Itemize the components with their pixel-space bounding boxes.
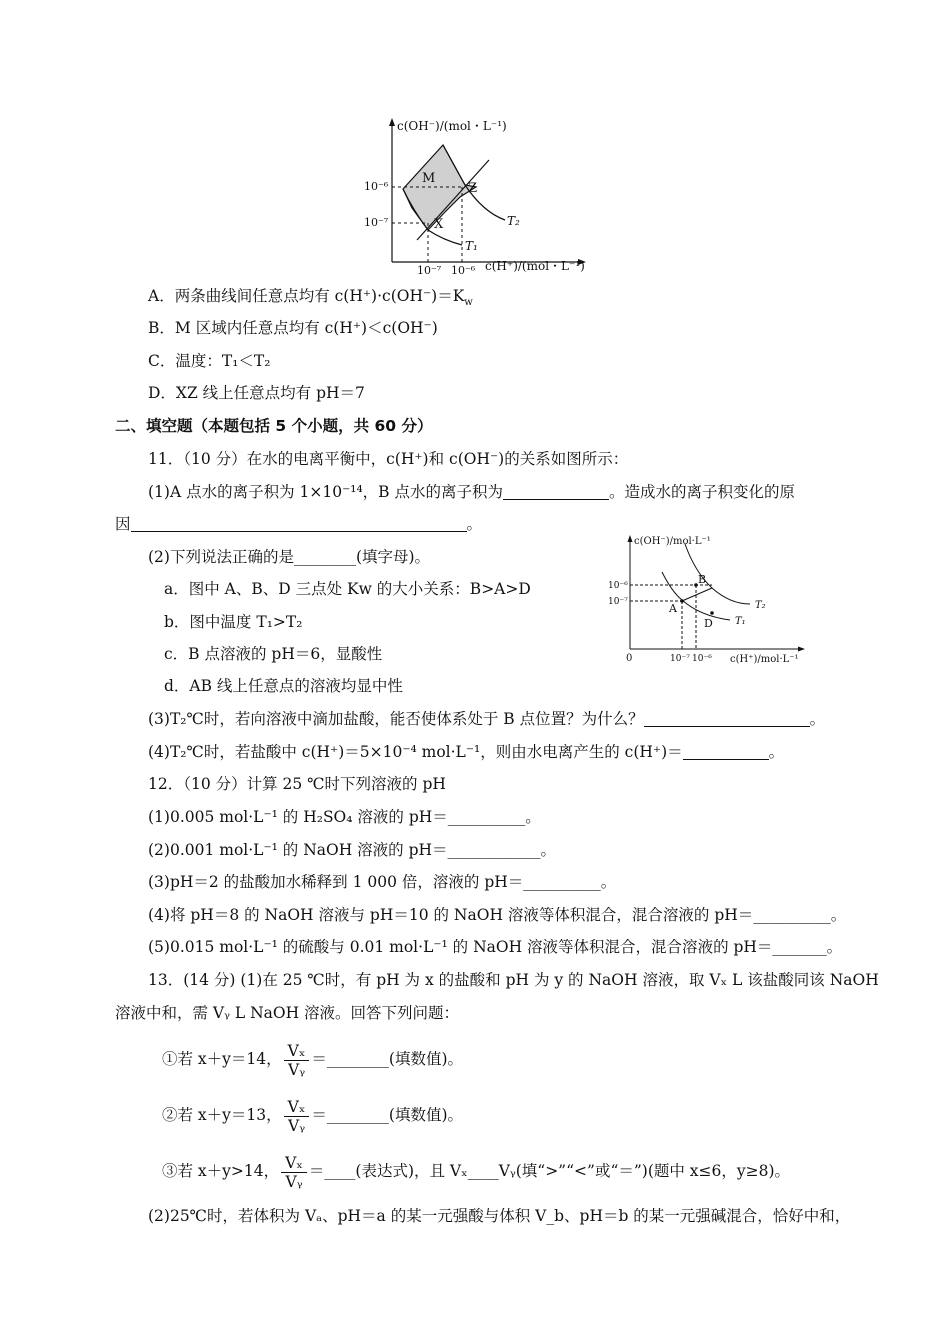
- q13-c1: ①若 x＋y＝14， $\frac{\text{Vₓ}}{\text{Vᵧ}}$ ＝________(填数值)。: [162, 1041, 464, 1079]
- fig2-ylabel: c(OH⁻)/mol·L⁻¹: [634, 536, 711, 547]
- q12-stem: 12．（10 分）计算 25 ℃时下列溶液的 pH: [148, 775, 446, 793]
- fig1-xtick-lo: 10⁻⁷: [417, 264, 442, 277]
- fig1-ytick-hi: 10⁻⁶: [364, 180, 389, 193]
- q13-c2-fraction: $\frac{\text{Vₓ}}{\text{Vᵧ}}$: [284, 1098, 310, 1135]
- q11-p1: (1)A 点水的离子积为 1×10⁻¹⁴，B 点水的离子积为 。造成水的离子积变化的原: [148, 483, 796, 501]
- fig2-y-arrow: [628, 535, 633, 542]
- fig2-point-d: [710, 611, 714, 615]
- fig2-ytick-hi: 10⁻⁶: [608, 581, 628, 591]
- q13-p2: (2)25℃时，若体积为 Vₐ、pH＝a 的某一元强酸与体积 V_b、pH＝b 的某一元强碱混合，恰好中和，: [148, 1207, 851, 1225]
- fig1-curve-t1: T₁: [465, 239, 478, 253]
- q12-p4: (4)将 pH＝8 的 NaOH 溶液与 pH＝10 的 NaOH 溶液等体积混合，混合溶液的 pH＝__________。: [148, 906, 847, 924]
- figure1-chart: [355, 112, 595, 282]
- fig2-label-a: A: [669, 602, 677, 615]
- fig2-xlabel: c(H⁺)/mol·L⁻¹: [730, 654, 799, 665]
- fig1-xlabel: c(H⁺)/(mol・L⁻¹): [485, 259, 585, 273]
- q13-c3: ③若 x＋y>14， $\frac{\text{Vₓ}}{\text{Vᵧ}}$ ＝____(表达式)，且 Vₓ____Vᵧ(填“>”“<”或“＝”)(题中 x≤6，y≥8)。: [162, 1153, 791, 1191]
- fig1-ylabel: c(OH⁻)/(mol・L⁻¹): [397, 119, 507, 133]
- q12-p2: (2)0.001 mol·L⁻¹ 的 NaOH 溶液的 pH＝____________。: [148, 841, 557, 859]
- q13-c3-fraction: $\frac{\text{Vₓ}}{\text{Vᵧ}}$: [281, 1154, 307, 1191]
- q11-blank1[interactable]: [503, 483, 609, 500]
- fig1-label-m: M: [422, 171, 436, 186]
- q10-option-b: B．M 区域内任意点均有 c(H⁺)＜c(OH⁻): [148, 319, 438, 337]
- fig2-xtick-hi: 10⁻⁶: [692, 654, 712, 664]
- fig1-ytick-lo: 10⁻⁷: [364, 216, 389, 229]
- q10-option-d: D．XZ 线上任意点均有 pH＝7: [148, 384, 365, 402]
- q11-opt-c: c．B 点溶液的 pH＝6，显酸性: [164, 645, 383, 663]
- q11-opt-d: d．AB 线上任意点的溶液均显中性: [164, 677, 403, 695]
- q13-c2: ②若 x＋y＝13， $\frac{\text{Vₓ}}{\text{Vᵧ}}$ ＝________(填数值)。: [162, 1097, 464, 1135]
- q11-blank3[interactable]: [644, 710, 810, 727]
- fig2-curve-t2: T₂: [755, 600, 766, 611]
- section2-title: 二、填空题（本题包括 5 个小题，共 60 分）: [115, 417, 433, 435]
- fig2-x-arrow: [798, 647, 805, 652]
- figure2-chart: [600, 532, 815, 672]
- q11-p2: (2)下列说法正确的是________(填字母)。: [148, 548, 431, 566]
- q11-blank4[interactable]: [683, 743, 769, 760]
- fig1-label-z: Z: [468, 181, 478, 196]
- q11-opt-a: a．图中 A、B、D 三点处 Kw 的大小关系：B>A>D: [164, 580, 531, 598]
- q12-p1: (1)0.005 mol·L⁻¹ 的 H₂SO₄ 溶液的 pH＝__________。: [148, 808, 541, 826]
- q11-blank2[interactable]: [131, 515, 467, 532]
- fig2-xtick-lo: 10⁻⁷: [670, 654, 690, 664]
- q11-p4: (4)T₂℃时，若盐酸中 c(H⁺)＝5×10⁻⁴ mol·L⁻¹，则由水电离产生的 c(H⁺)＝ 。: [148, 743, 785, 761]
- q11-p3: (3)T₂℃时，若向溶液中滴加盐酸，能否使体系处于 B 点位置？为什么？ 。: [148, 710, 826, 728]
- q13-stem1: 13．(14 分) (1)在 25 ℃时，有 pH 为 x 的盐酸和 pH 为 y 的 NaOH 溶液，取 Vₓ L 该盐酸同该 NaOH: [148, 971, 879, 989]
- fig2-line-ab: [682, 588, 712, 601]
- q11-stem: 11．（10 分）在水的电离平衡中，c(H⁺)和 c(OH⁻)的关系如图所示：: [148, 450, 629, 468]
- q12-p3: (3)pH＝2 的盐酸加水稀释到 1 000 倍，溶液的 pH＝__________。: [148, 873, 617, 891]
- q11-p1-cont: 因 。: [115, 515, 483, 533]
- fig1-curve-t2: T₂: [507, 214, 520, 228]
- fig2-ytick-lo: 10⁻⁷: [608, 597, 628, 607]
- fig1-xtick-hi: 10⁻⁶: [451, 264, 476, 277]
- fig2-label-b: B: [698, 573, 707, 586]
- q13-c1-fraction: $\frac{\text{Vₓ}}{\text{Vᵧ}}$: [284, 1042, 310, 1079]
- fig2-origin: 0: [626, 653, 633, 664]
- y-arrow: [389, 118, 395, 126]
- fig1-label-x: X: [434, 217, 444, 232]
- fig2-label-d: D: [704, 617, 713, 630]
- q13-stem2: 溶液中和，需 Vᵧ L NaOH 溶液。回答下列问题：: [115, 1004, 460, 1022]
- q11-opt-b: b．图中温度 T₁>T₂: [164, 613, 303, 631]
- fig2-point-a: [680, 599, 684, 603]
- q10-option-a: A．两条曲线间任意点均有 $c(H^+)\cdot c(OH^-)=K_w$: [148, 287, 473, 309]
- fig2-curve-t1: T₁: [735, 616, 746, 627]
- q12-p5: (5)0.015 mol·L⁻¹ 的硫酸与 0.01 mol·L⁻¹ 的 NaOH 溶液等体积混合，混合溶液的 pH＝_______。: [148, 938, 843, 956]
- q10-option-c: C．温度：T₁＜T₂: [148, 352, 271, 370]
